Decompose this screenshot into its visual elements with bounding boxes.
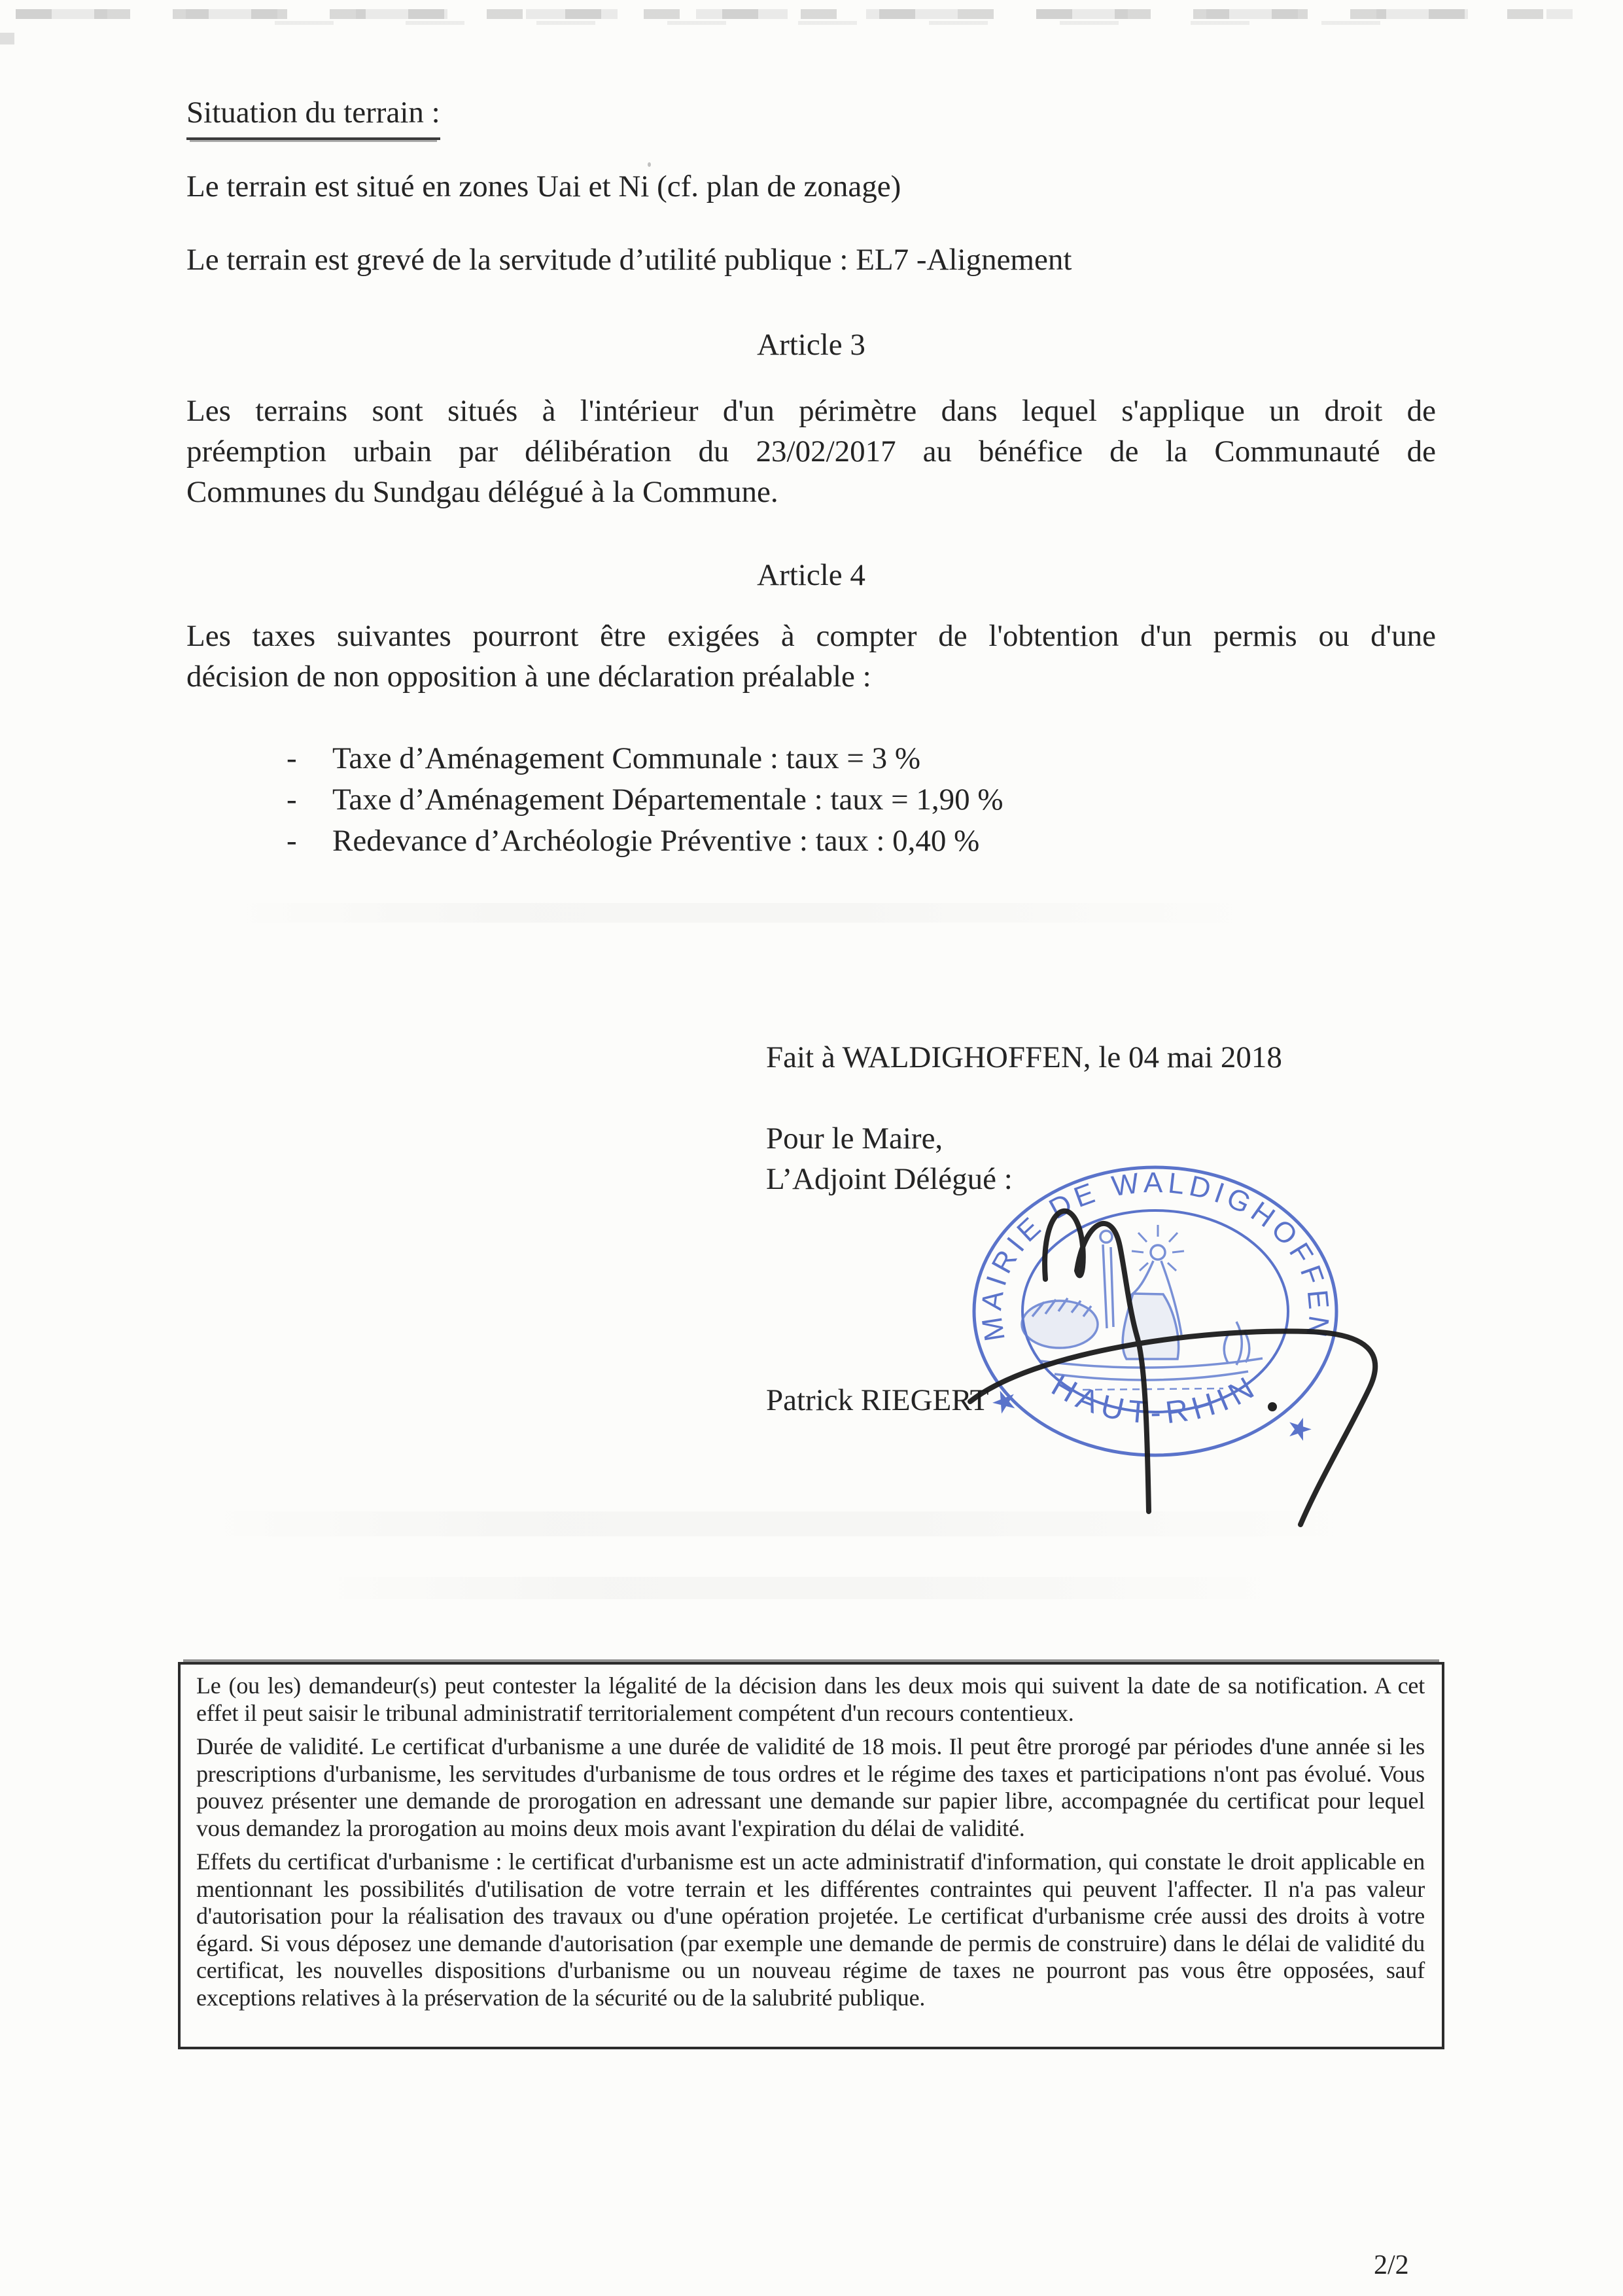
tax-list-item (287, 738, 1003, 779)
handwritten-signature (916, 1171, 1452, 1577)
stamp-star-right-icon: ★ (1281, 1408, 1318, 1449)
tax-list-item (287, 779, 1003, 821)
stamp-arc-bottom-text: HAUT-RHIN (1045, 1368, 1265, 1431)
article-4-line-1: Les taxes suivantes pourront être exigées à compter de l'obtention d'un permis ou d'une (186, 619, 1436, 653)
scan-artifact-band-2 (275, 21, 1420, 25)
servitude-statement: Le terrain est grevé de la servitude d’utilité publique : EL7 -Alignement (186, 243, 1072, 277)
scan-artifact-corner (0, 33, 14, 44)
ink-dot (1268, 1402, 1277, 1411)
legal-notice-box (178, 1662, 1444, 2049)
tax-departementale: Taxe d’Aménagement Départementale : taux = 1,90 % (332, 783, 1003, 817)
for-mayor-line: Pour le Maire, (766, 1122, 943, 1156)
notice-paragraph-validity: Durée de validité. Le certificat d'urbanisme a une durée de validité de 18 mois. Il peut être prorogé par périodes d'une année si les prescriptions d'urbanisme, les servitudes d'urbanisme de tous ordres et le régime des taxes et participations n'ont pas évolué. Vous pouvez présenter une demande de prorogation en adressant une demande sur papier libre, accompagnée du certificat pour lequel vous demandez la prorogation au moins deux mois avant l'expiration du délai de validité. (196, 1733, 1425, 1841)
tax-list (287, 738, 1003, 862)
tax-list-item (287, 821, 1003, 862)
stamp-star-left-icon: ★ (985, 1380, 1023, 1422)
article-3-paragraph (186, 391, 1436, 512)
stamp-arc-top-text: MAIRIE DE WALDIGHOFFEN (975, 1167, 1335, 1344)
deputy-line: L’Adjoint Délégué : (766, 1162, 1013, 1196)
signer-name: Patrick RIEGERT (766, 1383, 989, 1417)
scan-speck (648, 162, 651, 167)
list-dash: - (287, 783, 297, 817)
redevance-archeologie: Redevance d’Archéologie Préventive : taux : 0,40 % (332, 824, 980, 858)
scan-artifact-band (16, 9, 1573, 19)
scan-ghost-smudge (314, 1577, 1295, 1599)
place-and-date-line: Fait à WALDIGHOFFEN, le 04 mai 2018 (766, 1040, 1282, 1074)
zone-statement: Le terrain est situé en zones Uai et Ni (cf. plan de zonage) (186, 169, 901, 203)
article-3-title: Article 3 (757, 328, 865, 362)
article-4-paragraph (186, 616, 1436, 697)
list-dash: - (287, 741, 297, 775)
article-4-line-2: décision de non opposition à une déclaration préalable : (186, 660, 871, 694)
section-heading-situation-du-terrain: Situation du terrain : (186, 94, 440, 140)
tax-communale: Taxe d’Aménagement Communale : taux = 3 % (332, 741, 920, 775)
article-4-title: Article 4 (757, 558, 865, 592)
signature-stroke (970, 1332, 1375, 1525)
notice-paragraph-contest: Le (ou les) demandeur(s) peut contester la légalité de la décision dans les deux mois qui suivent la date de sa notification. A cet effet il peut saisir le tribunal administratif territorialement compétent d'un recours contentieux. (196, 1672, 1425, 1726)
scan-ghost-smudge (222, 903, 1269, 923)
article-3-line-2: préemption urbain par délibération du 23/02/2017 au bénéfice de la Communauté de (186, 434, 1436, 468)
article-3-line-3: Communes du Sundgau délégué à la Commune. (186, 475, 778, 509)
page-number: 2/2 (1374, 2250, 1409, 2280)
article-3-line-1: Les terrains sont situés à l'intérieur d'un périmètre dans lequel s'applique un droit de (186, 394, 1436, 428)
notice-paragraph-effects: Effets du certificat d'urbanisme : le certificat d'urbanisme est un acte administratif d'information, qui constate le droit applicable en mentionnant les possibilités d'utilisation de votre terrain et les différentes contraintes qui peuvent l'affecter. Il n'a pas valeur d'autorisation pour la réalisation des travaux ou d'une opération projetée. Le certificat d'urbanisme crée aussi des droits à votre égard. Si vous déposez une demande d'autorisation (par exemple une demande de permis de construire) dans le délai de validité du certificat, les nouvelles dispositions d'urbanisme ou un nouveau régime de taxes ne pourront pas vous être opposées, sauf exceptions relatives à la préservation de la sécurité ou de la salubrité publique. (196, 1848, 1425, 2011)
list-dash: - (287, 824, 297, 858)
